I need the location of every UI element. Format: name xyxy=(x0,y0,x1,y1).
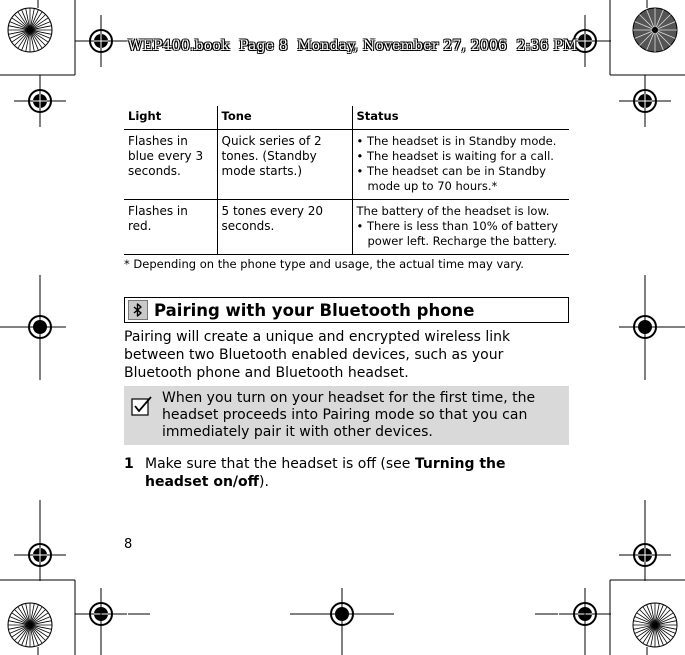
step-link-turning-headset: Turning the headset on/off xyxy=(145,456,506,490)
status-lead: The battery of the headset is low. xyxy=(356,204,550,218)
light-cell: Flashes in blue every 3 seconds. xyxy=(124,130,217,200)
status-bullet: • The headset can be in Standby mode up to 70 hours.* xyxy=(357,164,566,194)
tone-cell: Quick series of 2 tones. (Standby mode starts.) xyxy=(217,130,352,200)
status-cell xyxy=(352,130,569,200)
checkmark-note-icon xyxy=(131,395,153,421)
status-bullet: • There is less than 10% of battery power left. Recharge the battery. xyxy=(357,219,566,249)
table-header-row xyxy=(124,106,569,130)
table-row xyxy=(124,130,569,200)
step-text xyxy=(145,455,569,491)
tone-cell: 5 tones every 20 seconds. xyxy=(217,200,352,255)
note-text: When you turn on your headset for the first time, the headset proceeds into Pairing mode so that you can immediately pair it with other devices. xyxy=(162,390,536,440)
header-tone: Tone xyxy=(217,106,352,130)
status-bullet: • The headset is in Standby mode. xyxy=(357,134,566,149)
status-cell xyxy=(352,200,569,255)
step-text-after: ). xyxy=(258,474,269,490)
bluetooth-icon xyxy=(128,300,148,320)
intro-paragraph: Pairing will create a unique and encrypted wireless link between two Bluetooth enabled devices, such as your Bluetooth phone and Bluetooth headset. xyxy=(124,329,511,381)
header-status: Status xyxy=(352,106,569,130)
page-number: 8 xyxy=(124,537,133,552)
status-bullet: • The headset is waiting for a call. xyxy=(357,149,566,164)
table-footnote: * Depending on the phone type and usage, the actual time may vary. xyxy=(124,257,524,271)
step-number: 1 xyxy=(124,456,134,472)
section-title: Pairing with your Bluetooth phone xyxy=(154,300,475,320)
light-tone-status-table xyxy=(124,106,569,255)
table-row xyxy=(124,200,569,255)
header-light: Light xyxy=(124,106,217,130)
step-text-before: Make sure that the headset is off (see xyxy=(145,456,415,472)
note-box xyxy=(124,386,569,445)
print-header: WEP400.book Page 8 Monday, November 27, 2006 2:36 PM xyxy=(128,38,578,54)
section-heading xyxy=(124,297,569,323)
light-cell: Flashes in red. xyxy=(124,200,217,255)
